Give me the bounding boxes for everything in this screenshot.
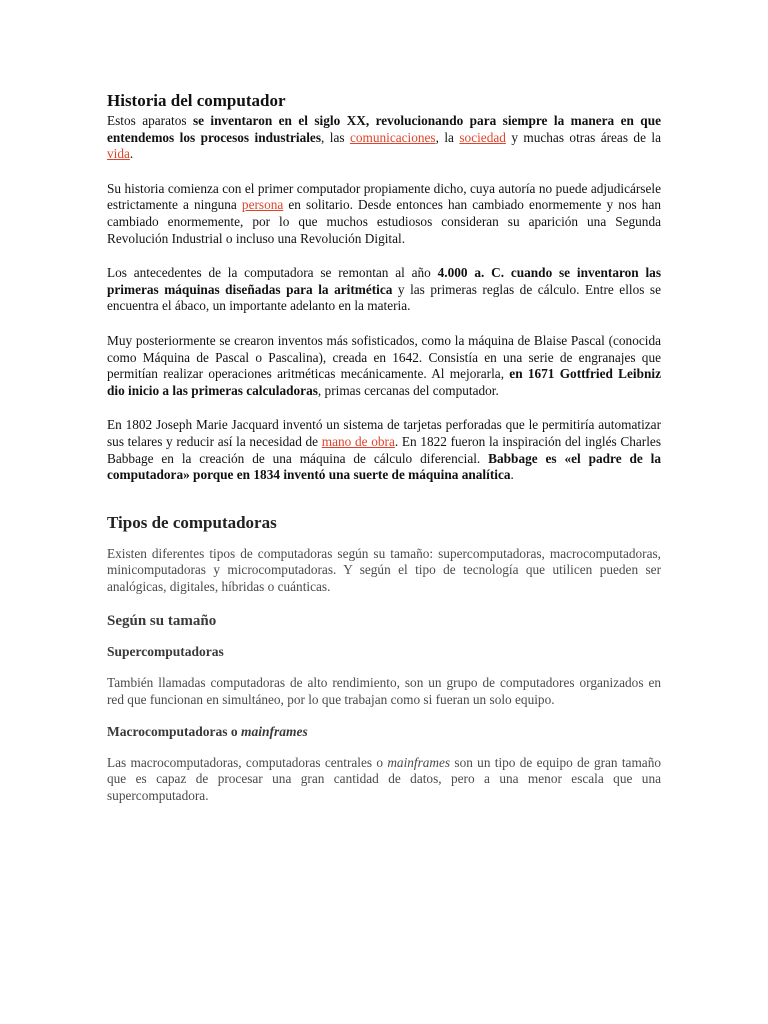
text: . bbox=[129, 146, 134, 162]
text: Macrocomputadoras o bbox=[107, 723, 241, 739]
paragraph-intro bbox=[107, 113, 661, 163]
text: Los antecedentes de la computadora se remontan al año bbox=[107, 265, 438, 281]
bold-text: se inventaron en el siglo XX, revolucionando para siempre la manera en que entendemos los procesos industriales bbox=[107, 113, 662, 145]
text: y las primeras reglas de cálculo. Entre ellos se encuentra el ábaco, un importante adelanto en la materia. bbox=[107, 281, 661, 314]
link-comunicaciones[interactable]: comunicaciones bbox=[349, 129, 436, 145]
heading-macrocomputadoras bbox=[107, 723, 661, 741]
text: y muchas otras áreas de la bbox=[505, 129, 661, 145]
heading-tipos: Tipos de computadoras bbox=[107, 512, 277, 532]
paragraph-historia bbox=[107, 181, 661, 247]
link-sociedad[interactable]: sociedad bbox=[459, 129, 506, 145]
bold-text: Babbage es «el padre de la computadora» porque en 1834 inventó una suerte de máquina analítica bbox=[107, 450, 662, 483]
text: . En 1822 fueron la inspiración del inglés Charles Babbage en la creación de una máquina de cálculo diferencial. bbox=[107, 433, 661, 466]
text: Su historia comienza con el primer computador propiamente dicho, cuya autoría no puede adjudicársele estrictamente a ninguna bbox=[107, 180, 661, 213]
text: , primas cercanas del computador. bbox=[317, 382, 499, 398]
text: Estos aparatos bbox=[107, 113, 193, 128]
paragraph-supercomputadoras: También llamadas computadoras de alto rendimiento, son un grupo de computadores organizados en red que funcionan en simultáneo, por lo que trabajan como si fueran un solo equipo. bbox=[107, 675, 661, 708]
paragraph-antecedentes bbox=[107, 265, 661, 315]
paragraph-jacquard bbox=[107, 417, 661, 483]
paragraph-pascal bbox=[107, 333, 661, 399]
text: en solitario. Desde entonces han cambiado enormemente y nos han cambiado enormemente, por lo que muchos estudiosos consideran su aparición una Segunda Revolución Industrial o incluso una Revolución Digital. bbox=[107, 197, 662, 246]
heading-supercomputadoras: Supercomputadoras bbox=[107, 644, 224, 660]
link-mano-de-obra[interactable]: mano de obra bbox=[321, 433, 395, 449]
paragraph-macrocomputadoras bbox=[107, 755, 661, 805]
text: , las bbox=[321, 129, 350, 145]
text: Las macrocomputadoras, computadoras centrales o bbox=[107, 754, 388, 770]
italic-text: mainframes bbox=[241, 723, 308, 739]
heading-tamano: Según su tamaño bbox=[107, 613, 217, 630]
bold-text: en 1671 Gottfried Leibniz dio inicio a las primeras calculadoras bbox=[107, 366, 661, 398]
page-title: Historia del computador bbox=[107, 91, 286, 110]
paragraph-tipos: Existen diferentes tipos de computadoras según su tamaño: supercomputadoras, macrocomputadoras, minicomputadoras y microcomputadoras. Y según el tipo de tecnología que utilicen pueden ser analógicas, digitales, híbridas o cuánticas. bbox=[107, 545, 661, 594]
italic-text: mainframes bbox=[387, 754, 451, 770]
bold-text: 4.000 a. C. cuando se inventaron las primeras máquinas diseñadas para la aritmética bbox=[107, 265, 661, 297]
text: , la bbox=[435, 129, 460, 145]
text: . bbox=[510, 467, 514, 483]
text: En 1802 Joseph Marie Jacquard inventó un sistema de tarjetas perforadas que le permitiría automatizar sus telares y reducir así la necesidad de bbox=[107, 417, 661, 449]
document-content bbox=[107, 90, 661, 804]
text: Muy posteriormente se crearon inventos más sofisticados, como la máquina de Blaise Pascal (conocida como Máquina de Pascal o Pascalina), creada en 1642. Consistía en una serie de engranajes que permitían realizar operaciones aritméticas mecánicamente. Al mejorarla, bbox=[107, 332, 661, 382]
link-persona[interactable]: persona bbox=[241, 197, 284, 213]
text: son un tipo de equipo de gran tamaño que es capaz de procesar una gran cantidad de datos, pero a una menor escala que una supercomputadora. bbox=[107, 754, 661, 803]
link-vida[interactable]: vida bbox=[107, 146, 130, 162]
